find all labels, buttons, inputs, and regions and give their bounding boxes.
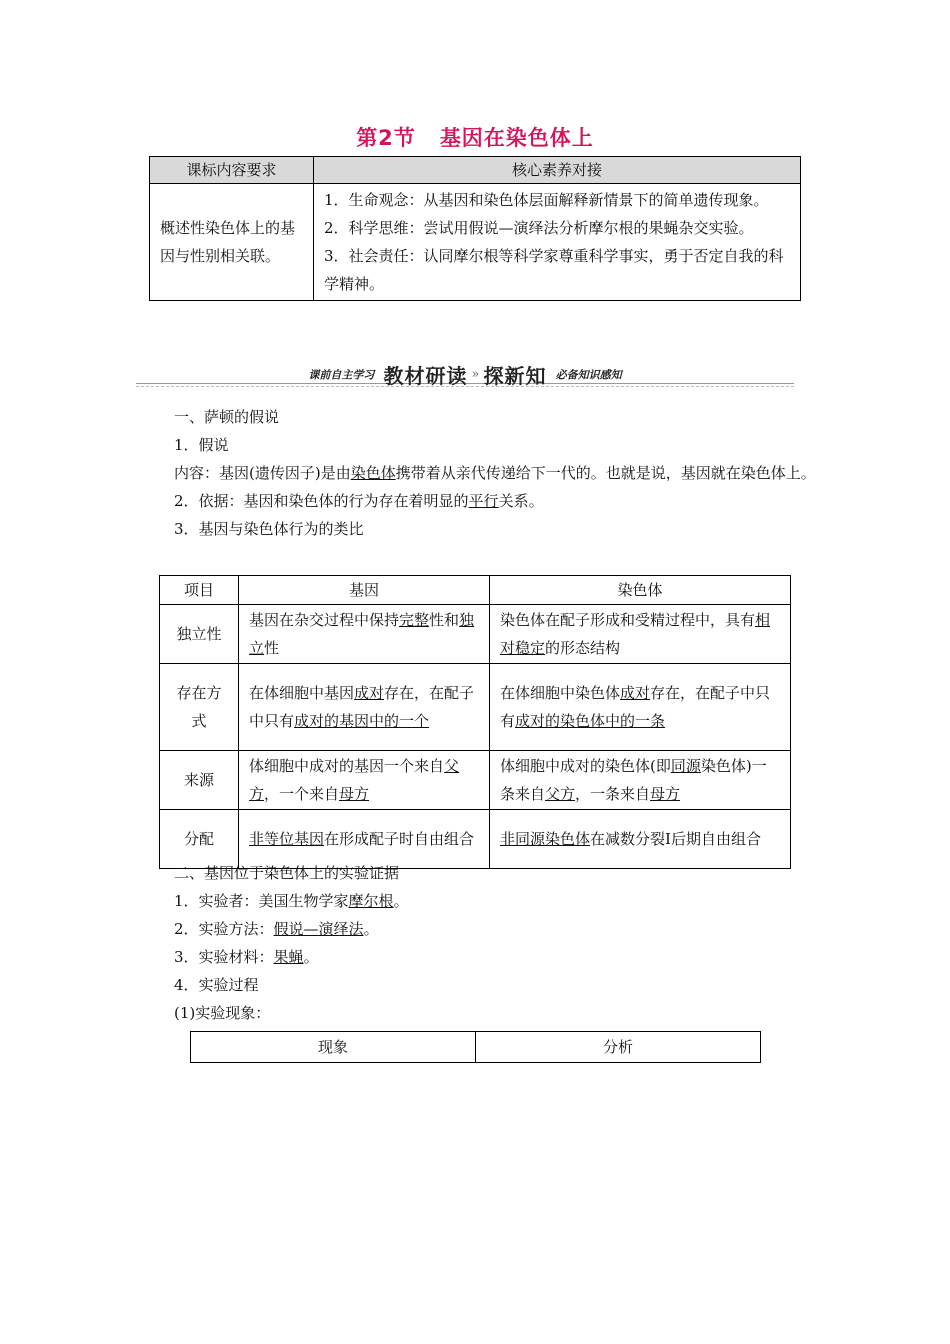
section-number: 第2节 [356,126,416,150]
phenomenon-heading: (1)实验现象： [174,1004,271,1022]
blank-answer: 染色体 [350,464,396,482]
content-body-2 [136,859,826,1027]
material-line: 3．实验材料：果蝇。 [174,948,319,966]
hypothesis-basis: 2．依据：基因和染色体的行为存在着明显的平行关系。 [174,492,544,510]
header-item: 项目 [160,576,239,605]
subheading-analogy: 3．基因与染色体行为的类比 [174,520,364,538]
method-line: 2．实验方法：假说—演绎法。 [174,920,379,938]
double-chevron-icon: » [471,367,480,382]
literacy-item: 3．社会责任：认同摩尔根等科学家尊重科学事实，勇于否定自我的科学精神。 [324,247,784,293]
section-topic: 基因在染色体上 [439,126,594,150]
banner-right-big: 探新知 [483,364,547,388]
banner-left-small: 课前自主学习 [308,368,375,382]
header-requirement: 课标内容要求 [150,157,314,184]
literacy-item: 1．生命观念：从基因和染色体层面解释新情景下的简单遗传现象。 [324,191,769,209]
gene-chromosome-comparison-table [159,575,791,869]
observation-table [190,1031,761,1063]
table-row: 独立性 基因在杂交过程中保持完整性和独立性 染色体在配子形成和受精过程中，具有相对稳定的形态结构 [160,605,791,664]
requirement-cell: 概述性染色体上的基因与性别相关联。 [150,184,314,301]
header-chromosome: 染色体 [490,576,791,605]
header-gene: 基因 [239,576,490,605]
header-phenomenon: 现象 [191,1032,476,1063]
literacy-item: 2．科学思维：尝试用假说—演绎法分析摩尔根的果蝇杂交实验。 [324,219,754,237]
curriculum-standards-table [149,156,801,301]
header-analysis: 分析 [476,1032,761,1063]
header-literacy: 核心素养对接 [314,157,801,184]
subheading-hypothesis: 1．假说 [174,436,229,454]
banner-left-big: 教材研读 [383,364,468,388]
heading-evidence: 二、基因位于染色体上的实验证据 [174,864,400,882]
page-title [0,122,950,152]
banner-right-small: 必备知识感知 [555,368,622,382]
heading-sutton: 一、萨顿的假说 [174,408,280,426]
table-row: 来源 体细胞中成对的基因一个来自父方，一个来自母方 体细胞中成对的染色体(即同源染色体)一条来自父方，一条来自母方 [160,751,791,810]
literacy-cell [314,184,801,301]
section-banner [136,356,794,390]
table-row: 分配 非等位基因在形成配子时自由组合 非同源染色体在减数分裂Ⅰ后期自由组合 [160,810,791,869]
content-body [136,403,826,543]
process-heading: 4．实验过程 [174,976,259,994]
hypothesis-content: 内容：基因(遗传因子)是由染色体携带着从亲代传递给下一代的。也就是说，基因就在染色体上。 [174,464,816,482]
blank-answer: 平行 [468,492,499,510]
table-row: 存在方式 在体细胞中基因成对存在，在配子中只有成对的基因中的一个 在体细胞中染色体成对存在，在配子中只有成对的染色体中的一条 [160,664,791,751]
experimenter-line: 1．实验者：美国生物学家摩尔根。 [174,892,409,910]
